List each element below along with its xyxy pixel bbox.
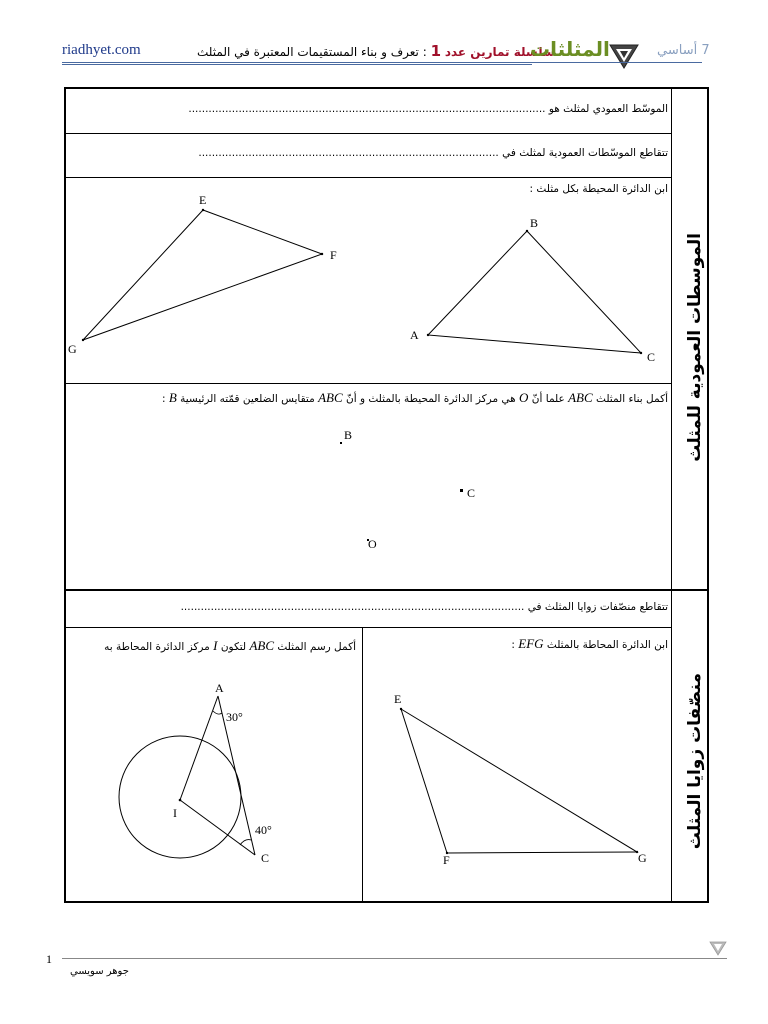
q2-part-a: ابن الدائرة المحاطة بالمثلث bbox=[546, 639, 668, 651]
q-perpendicular-bisector: الموسّط العمودي لمثلث هو ........................................................................................................... bbox=[188, 103, 668, 115]
point-b2: B bbox=[344, 428, 353, 442]
point-g: G bbox=[68, 342, 77, 356]
q3-part-a: أكمل رسم المثلث bbox=[277, 641, 356, 653]
point-f2: F bbox=[443, 853, 450, 867]
q-complete-incircle-triangle bbox=[104, 638, 356, 654]
point-e: E bbox=[199, 193, 207, 207]
side-label-perpendicular-bisectors: الموسطات العمودية للمثلث bbox=[685, 233, 705, 462]
level-label: 7 أساسي bbox=[657, 43, 710, 58]
point-c2: C bbox=[467, 486, 476, 500]
q2-colon: : bbox=[511, 639, 515, 651]
q3-part-c: مركز الدائرة المحاطة به bbox=[104, 641, 210, 653]
triangle-efg-circum bbox=[68, 193, 337, 356]
q-angle-bisectors-intersection: تتقاطع منصّفات زوايا المثلث في ....................................................................................................... bbox=[180, 601, 668, 613]
sym-abc-2: ABC bbox=[318, 390, 343, 405]
footer-logo-icon bbox=[709, 940, 727, 960]
q-circumcircle: ابن الدائرة المحيطة بكل مثلث : bbox=[529, 183, 668, 195]
point-c: C bbox=[647, 350, 656, 364]
q4-part-b: علما أنّ bbox=[531, 393, 565, 405]
series-number: 1 bbox=[430, 42, 441, 60]
series-topic: : تعرف و بناء المستقيمات المعتبرة في المثلث bbox=[197, 45, 427, 59]
q4-part-c: هي مركز الدائرة المحيطة بالمثلث و أنّ bbox=[345, 393, 516, 405]
point-f: F bbox=[330, 248, 337, 262]
q-incircle-efg bbox=[511, 636, 668, 652]
q4-part-a: أكمل بناء المثلث bbox=[596, 393, 668, 405]
point-c-inc: C bbox=[261, 851, 270, 865]
sym-i: I bbox=[213, 638, 218, 653]
site-name: riadhyet.com bbox=[62, 42, 141, 58]
point-o: O bbox=[368, 537, 377, 551]
sym-efg: EFG bbox=[518, 636, 544, 651]
q4-part-d: متقايس الضلعين قمّته الرئيسية bbox=[180, 393, 315, 405]
page-title: المثلثات bbox=[530, 37, 610, 61]
q3-part-b: لتكون bbox=[220, 641, 247, 653]
point-a-inc: A bbox=[215, 681, 224, 695]
sym-abc-3: ABC bbox=[249, 638, 275, 653]
sym-abc: ABC bbox=[568, 390, 593, 405]
side-label-angle-bisectors: منصّفات زوايا المثلث bbox=[685, 673, 705, 850]
triangle-efg-incircle bbox=[394, 692, 647, 867]
footer-rule bbox=[62, 958, 727, 959]
given-points bbox=[340, 428, 475, 551]
q-bisectors-intersection: تتقاطع الموسّطات العمودية لمثلث في .......................................................................................... bbox=[198, 147, 668, 159]
point-e2: E bbox=[394, 692, 402, 706]
sym-o: O bbox=[519, 390, 529, 405]
point-i: I bbox=[173, 806, 177, 820]
q4-colon: : bbox=[161, 393, 166, 405]
angle-c-label: 40° bbox=[255, 823, 272, 837]
triangle-abc-circum bbox=[410, 216, 655, 364]
point-b: B bbox=[530, 216, 539, 230]
triangle-abc-incircle bbox=[119, 681, 272, 865]
angle-a-label: 30° bbox=[226, 710, 243, 724]
point-g2: G bbox=[638, 851, 647, 865]
point-a: A bbox=[410, 328, 419, 342]
page-number: 1 bbox=[46, 952, 52, 966]
author-name: جوهر سويسي bbox=[70, 966, 129, 977]
series-prefix: سلسلة تمارين عدد bbox=[444, 45, 555, 59]
sym-b: B bbox=[168, 390, 177, 405]
